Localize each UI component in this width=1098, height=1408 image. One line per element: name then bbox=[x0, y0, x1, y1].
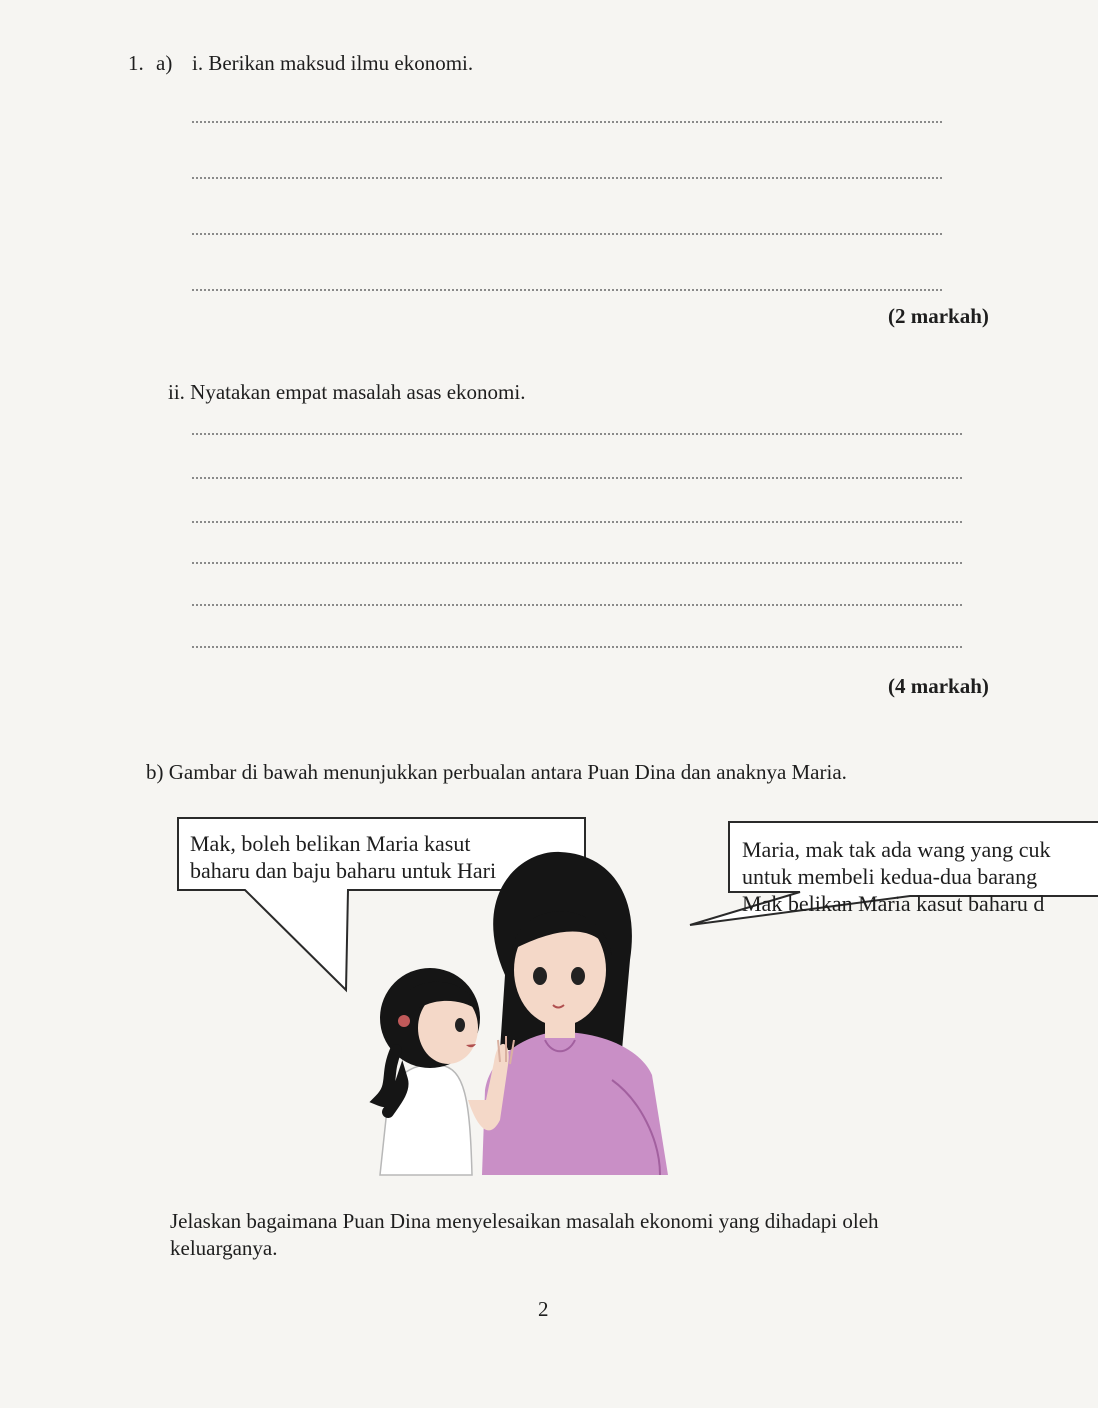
answer-line[interactable] bbox=[192, 289, 942, 291]
mother-figure bbox=[482, 852, 668, 1175]
marks-a-ii: (4 markah) bbox=[888, 674, 989, 698]
question-a-ii: ii. Nyatakan empat masalah asas ekonomi. bbox=[168, 380, 526, 404]
answer-line[interactable] bbox=[192, 562, 962, 564]
bubble-maria-line1: Mak, boleh belikan Maria kasut bbox=[190, 831, 471, 856]
question-b-task-line1: Jelaskan bagaimana Puan Dina menyelesaikan masalah ekonomi yang dihadapi oleh bbox=[170, 1209, 879, 1233]
part-a-label: a) bbox=[156, 51, 173, 75]
bubble-mother-line3: Mak belikan Maria kasut baharu d bbox=[742, 891, 1045, 916]
answer-line[interactable] bbox=[192, 646, 962, 648]
answer-line[interactable] bbox=[192, 433, 962, 435]
answer-line[interactable] bbox=[192, 604, 962, 606]
answer-line[interactable] bbox=[192, 233, 942, 235]
answer-line[interactable] bbox=[192, 521, 962, 523]
marks-a-i: (2 markah) bbox=[888, 304, 989, 328]
question-a-i: i. Berikan maksud ilmu ekonomi. bbox=[192, 51, 474, 75]
bubble-maria-line2: baharu dan baju baharu untuk Hari bbox=[190, 858, 497, 883]
answer-line[interactable] bbox=[192, 477, 962, 479]
answer-line[interactable] bbox=[192, 177, 942, 179]
question-b-task-line2: keluarganya. bbox=[170, 1236, 278, 1260]
bubble-mother-line2: untuk membeli kedua-dua barang bbox=[742, 864, 1038, 889]
bubble-mother-line1: Maria, mak tak ada wang yang cuk bbox=[742, 837, 1051, 862]
question-number: 1. bbox=[128, 51, 144, 75]
answer-line[interactable] bbox=[192, 121, 942, 123]
page-number: 2 bbox=[538, 1297, 549, 1321]
question-b-intro: b) Gambar di bawah menunjukkan perbualan antara Puan Dina dan anaknya Maria. bbox=[146, 760, 847, 784]
